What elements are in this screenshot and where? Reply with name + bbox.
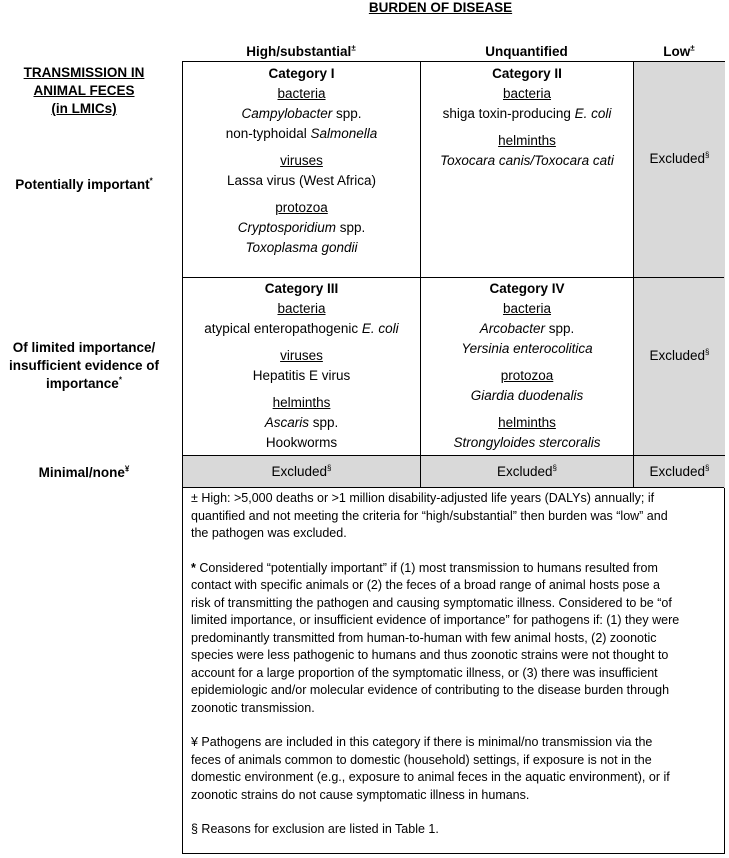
pathogen: Ascaris spp.	[264, 415, 339, 430]
pathogen: Cryptosporidium spp.	[237, 220, 366, 235]
category-2-title: Category II	[492, 66, 562, 81]
group-label: bacteria	[277, 86, 326, 101]
classification-table	[182, 61, 725, 854]
excluded-cell: Excluded§	[649, 347, 710, 363]
page-title: BURDEN OF DISEASE	[368, 0, 513, 15]
category-2-cell	[421, 64, 633, 171]
footnote-transmission: * Considered “potentially important” if (1) most transmission to humans resulted from contact with specific animals or (2) the feces of a broad range of animal hosts pose a risk of transmitting the pathogen and causing symptomatic illness. Considered to be “of limited importance, or insufficient evidence of importance” for pathogens if: (1) they were predominantly transmitted from human-to-human with few animal hosts, (2) zoonotic species were less pathogenic to humans and thus zoonotic strains were not thought to account for a large proportion of the symptomatic illness, or (3) there was insufficient epidemiologic and/or molecular evidence of contributing to the disease burden through zoonotic transmission.	[191, 560, 680, 715]
divider	[183, 277, 724, 278]
row-header-title: TRANSMISSION IN ANIMAL FECES (in LMICs)	[23, 65, 145, 116]
row-label-limited-importance: Of limited importance/ insufficient evidence of importance*	[8, 340, 160, 391]
group-label: bacteria	[277, 301, 326, 316]
footnote-burden: ± High: >5,000 deaths or >1 million disability-adjusted life years (DALYs) annually; if quantified and not meeting the criteria for “high/substantial” then burden was “low” and the pathogen was excluded.	[191, 491, 668, 540]
excluded-cell: Excluded§	[271, 463, 332, 479]
pathogen: atypical enteropathogenic E. coli	[204, 321, 399, 336]
group-label: helminths	[498, 415, 556, 430]
divider	[183, 487, 724, 488]
pathogen: Giardia duodenalis	[470, 388, 584, 403]
category-3-title: Category III	[264, 281, 339, 296]
pathogen: Hepatitis E virus	[252, 368, 351, 383]
group-label: bacteria	[502, 301, 552, 316]
divider	[633, 62, 634, 488]
group-label: bacteria	[502, 86, 552, 101]
low-column-shade	[634, 62, 725, 455]
group-label: helminths	[498, 133, 556, 148]
footnote-minimal: ¥ Pathogens are included in this category if there is minimal/no transmission via the feces of animals common to domestic (household) settings, if exposure is not in the domestic environment (e.g., exposure to animal feces in the aquatic environment), or if zoonotic strains do not cause symptomatic illness in humans.	[191, 735, 670, 802]
group-label: helminths	[272, 395, 331, 410]
category-1-cell	[183, 64, 420, 258]
pathogen: Toxoplasma gondii	[245, 240, 358, 255]
column-header-unquantified: Unquantified	[485, 44, 568, 59]
column-header-high: High/substantial±	[246, 43, 356, 59]
category-4-cell	[421, 279, 633, 453]
excluded-cell: Excluded§	[497, 463, 557, 479]
excluded-cell: Excluded§	[649, 150, 710, 166]
row-label-minimal: Minimal/none¥	[38, 464, 130, 480]
pathogen: Strongyloides stercoralis	[453, 435, 601, 450]
category-3-cell	[183, 279, 420, 453]
group-label: protozoa	[500, 368, 554, 383]
group-label: viruses	[280, 153, 323, 168]
row-label-potentially-important: Potentially important*	[15, 176, 153, 192]
pathogen: Yersinia enterocolitica	[461, 341, 593, 356]
group-label: viruses	[280, 348, 323, 363]
pathogen: Campylobacter spp.	[241, 106, 362, 121]
group-label: protozoa	[275, 200, 328, 215]
column-header-low: Low±	[663, 43, 695, 59]
divider	[183, 455, 724, 456]
pathogen: shiga toxin-producing E. coli	[442, 106, 612, 121]
pathogen: Arcobacter spp.	[479, 321, 575, 336]
pathogen: non-typhoidal Salmonella	[225, 126, 378, 141]
category-4-title: Category IV	[489, 281, 565, 296]
pathogen: Toxocara canis/Toxocara cati	[440, 153, 614, 168]
pathogen: Hookworms	[265, 435, 338, 450]
category-1-title: Category I	[268, 66, 335, 81]
footnote-exclusion: § Reasons for exclusion are listed in Table 1.	[191, 822, 439, 836]
pathogen: Lassa virus (West Africa)	[226, 173, 377, 188]
footnotes	[191, 490, 716, 856]
excluded-cell: Excluded§	[649, 463, 710, 479]
